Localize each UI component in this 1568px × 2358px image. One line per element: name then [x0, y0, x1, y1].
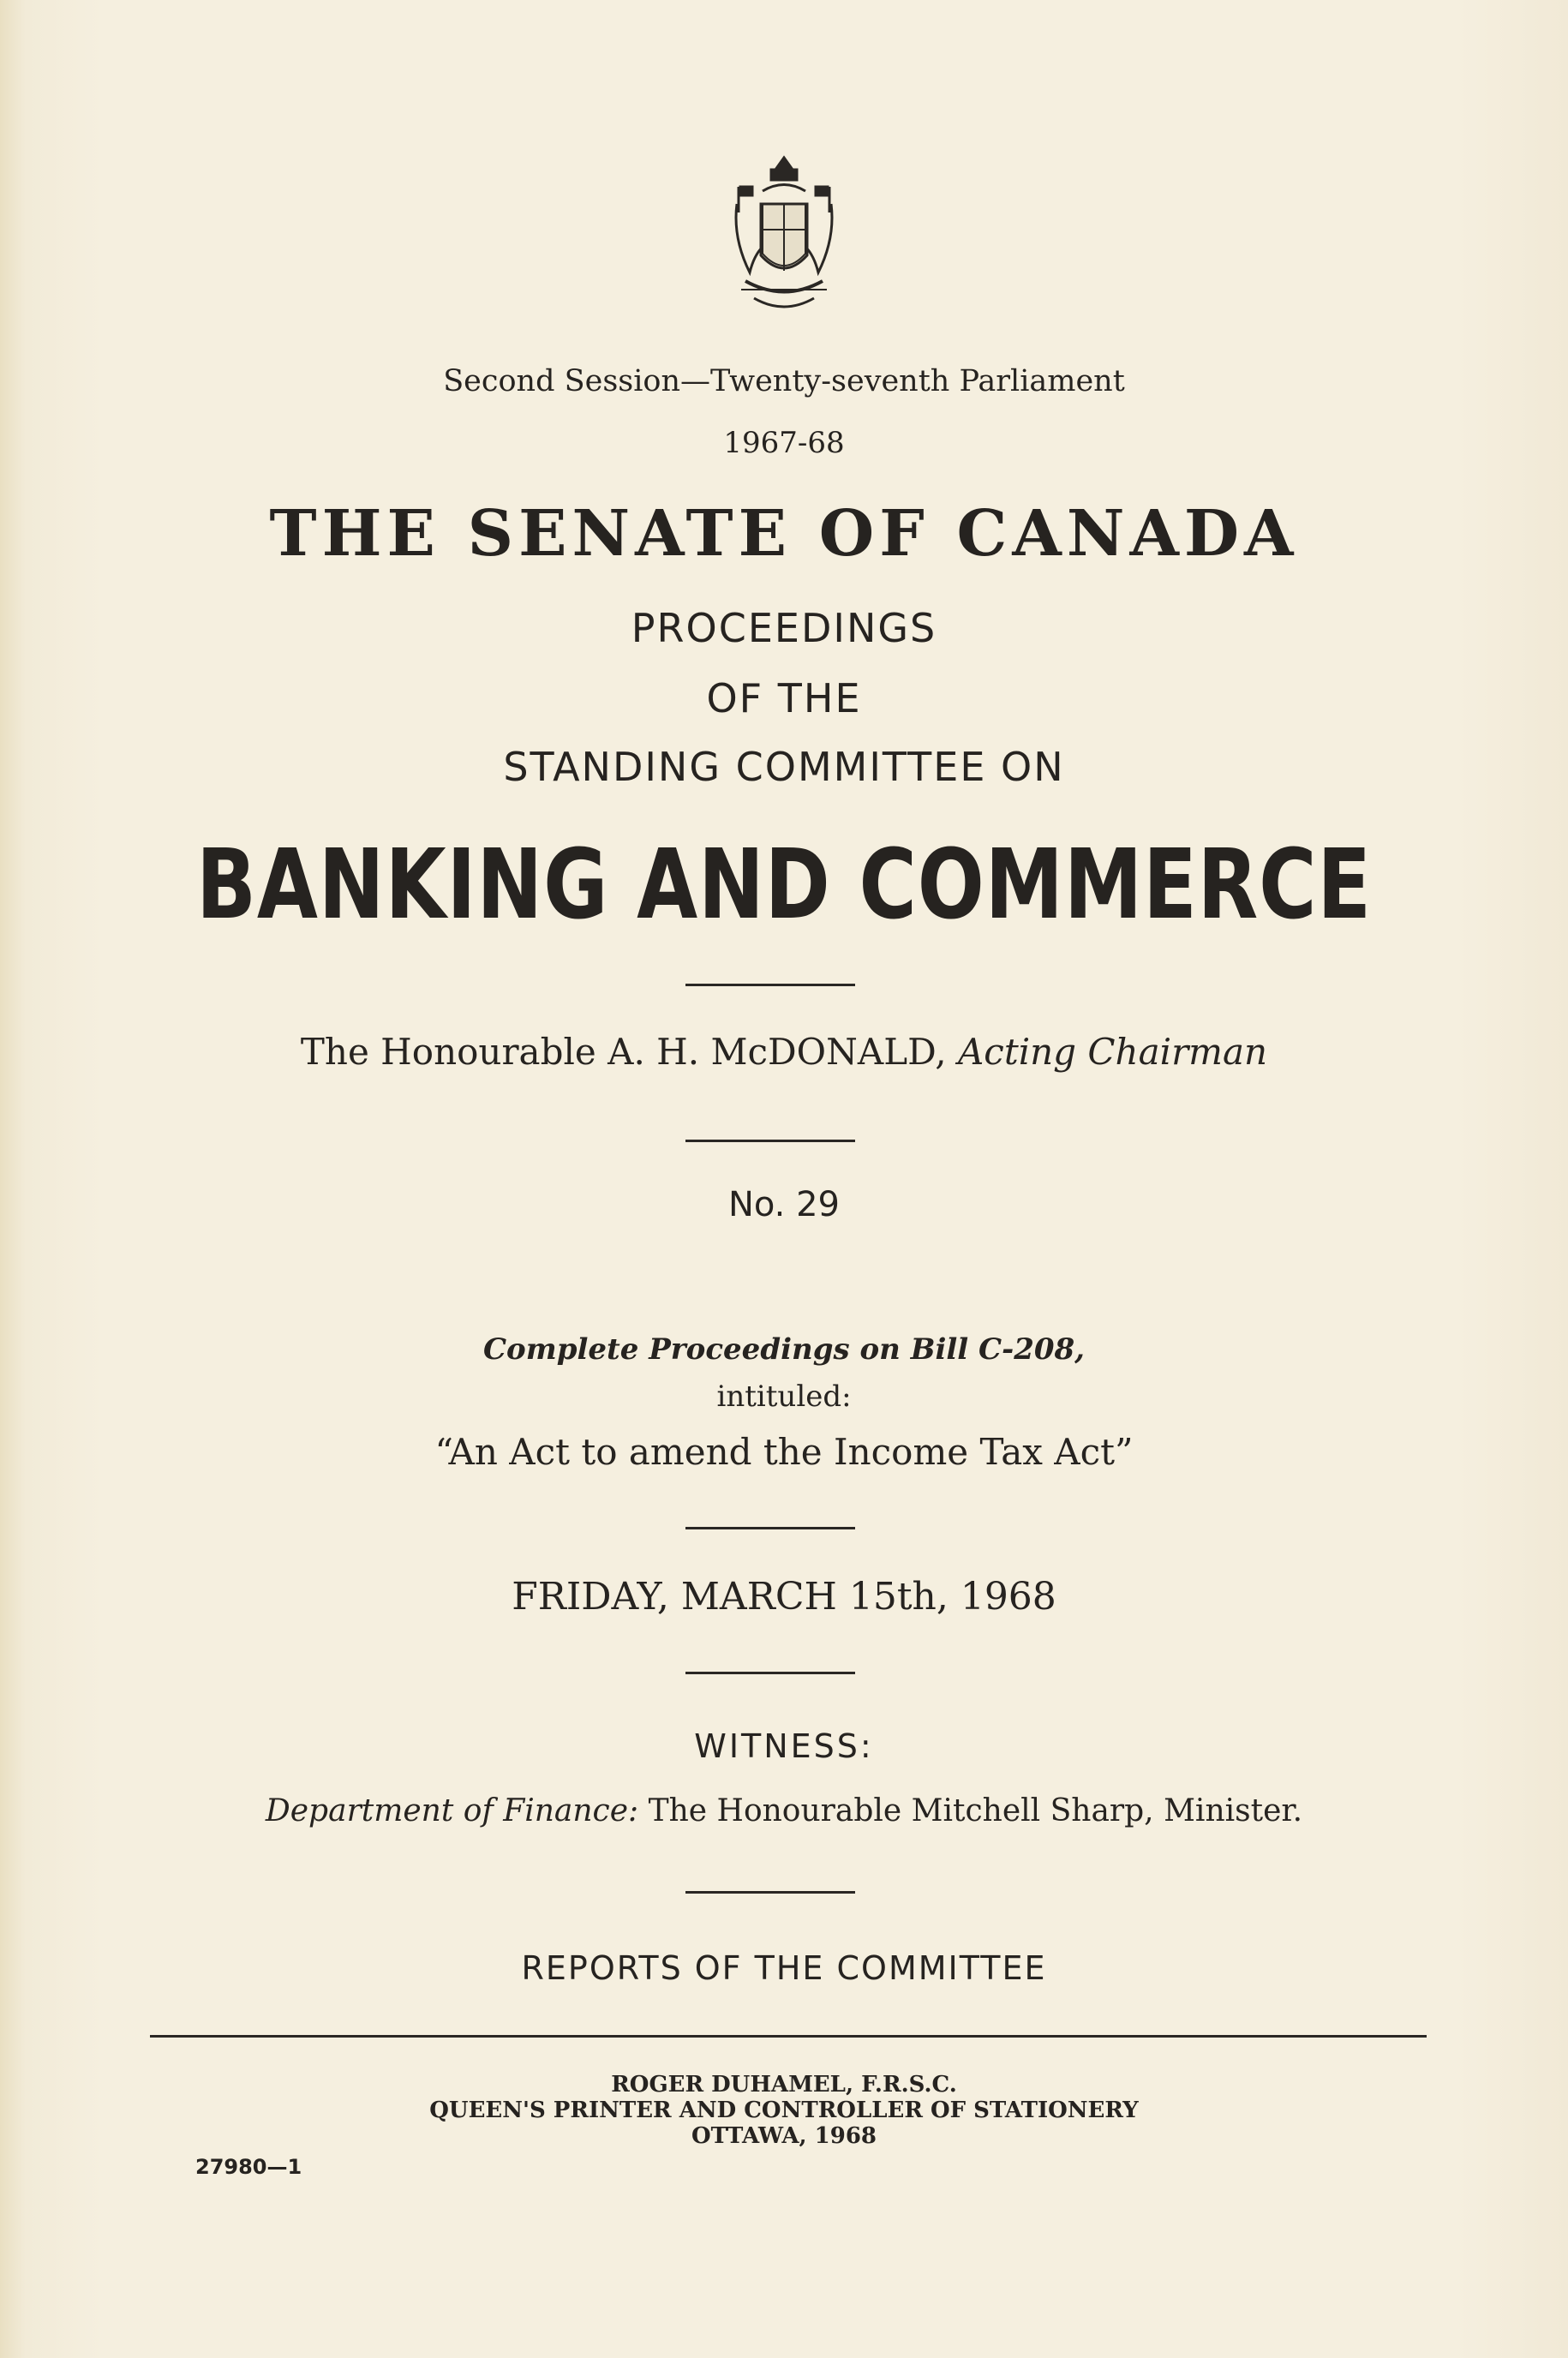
standing-committee-heading: STANDING COMMITTEE ON — [503, 744, 1065, 790]
printer-imprint — [0, 2072, 1568, 2149]
divider — [685, 1140, 855, 1142]
acting-chairman-line — [0, 1031, 1568, 1073]
witness-department: Department of Finance: — [265, 1793, 639, 1828]
divider — [685, 1527, 855, 1529]
session-line: Second Session—Twenty-seventh Parliament — [443, 364, 1125, 398]
witness-name: The Honourable Mitchell Sharp, Minister. — [648, 1793, 1303, 1828]
witness-line — [0, 1793, 1568, 1828]
printer-name: ROGER DUHAMEL, F.R.S.C. — [611, 2072, 957, 2098]
chairman-role: Acting Chairman — [957, 1031, 1268, 1073]
intituled-label: intituled: — [716, 1379, 852, 1414]
bill-description: Complete Proceedings on Bill C-208, — [482, 1332, 1086, 1367]
meeting-date: FRIDAY, MARCH 15th, 1968 — [512, 1575, 1056, 1619]
printer-place: OTTAWA, 1968 — [691, 2123, 877, 2149]
divider — [685, 1891, 855, 1894]
chairman-name: The Honourable A. H. McDONALD, — [300, 1031, 947, 1073]
witness-heading: WITNESS: — [694, 1727, 874, 1765]
of-the-heading: OF THE — [706, 675, 862, 721]
divider — [685, 1672, 855, 1674]
proceedings-heading: PROCEEDINGS — [631, 605, 937, 651]
printer-title: QUEEN'S PRINTER AND CONTROLLER OF STATIONERY — [429, 2098, 1139, 2123]
session-years: 1967-68 — [723, 426, 845, 460]
coat-of-arms-icon — [728, 153, 840, 324]
senate-title: THE SENATE OF CANADA — [269, 497, 1299, 571]
issue-number: No. 29 — [727, 1185, 841, 1224]
divider — [685, 984, 855, 986]
footer-rule — [150, 2035, 1427, 2038]
reports-heading: REPORTS OF THE COMMITTEE — [521, 1949, 1047, 1987]
act-title: “An Act to amend the Income Tax Act” — [434, 1431, 1134, 1473]
print-code: 27980—1 — [195, 2155, 302, 2179]
committee-name: BANKING AND COMMERCE — [196, 829, 1372, 941]
